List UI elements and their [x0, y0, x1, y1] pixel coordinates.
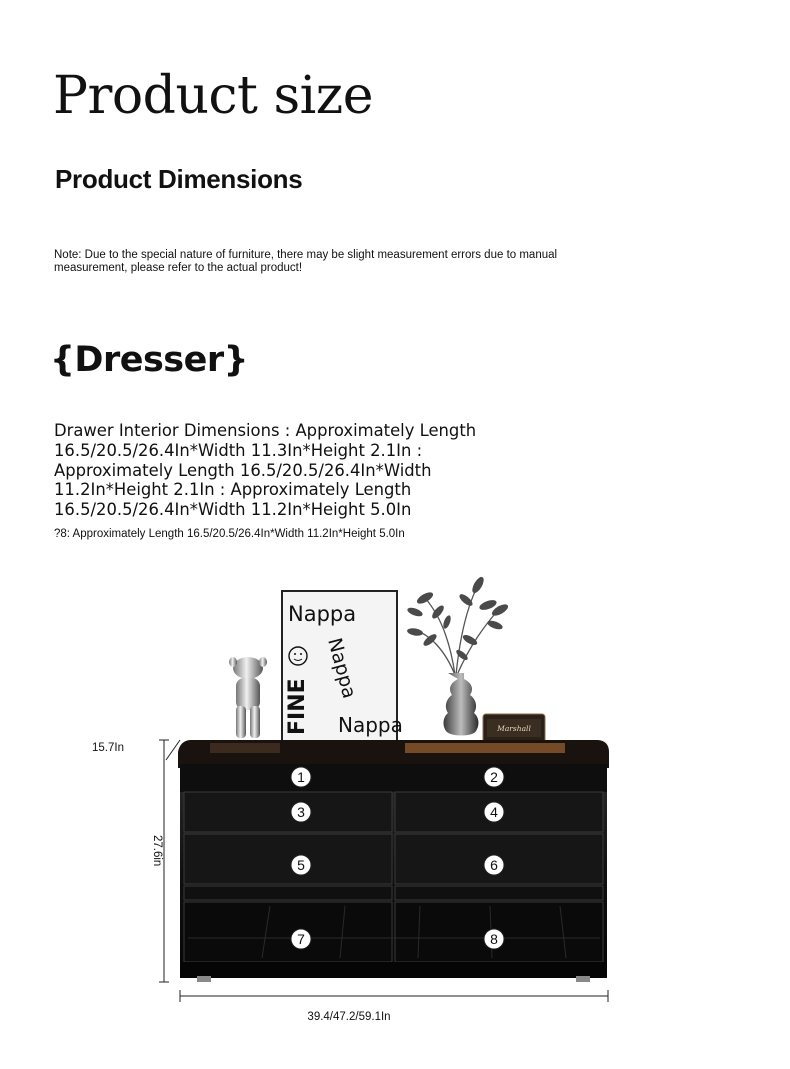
drawer-badge [484, 929, 504, 949]
drawer-8-dimensions: ?8: Approximately Length 16.5/20.5/26.4In*Width 11.2In*Height 5.0In [54, 528, 405, 540]
poster-text-mid: Nappa [323, 635, 361, 701]
drawer-badge [484, 855, 504, 875]
depth-label: 15.7In [92, 742, 124, 754]
drawer-label-3: 3 [297, 804, 305, 820]
page-title: Product size [53, 66, 373, 126]
drawer-label-1: 1 [297, 769, 305, 785]
poster-text-top: Nappa [288, 602, 357, 626]
drawer-badge [291, 802, 311, 822]
drawer-badge [484, 802, 504, 822]
vase [444, 673, 479, 736]
drawer-badge [291, 855, 311, 875]
section-title: {Dresser} [50, 340, 249, 380]
drawer-label-5: 5 [297, 857, 305, 873]
drawer-interior-dimensions: Drawer Interior Dimensions : Approximately Length 16.5/20.5/26.4In*Width 11.3In*Height 2.1In : Approximately Length 16.5/20.5/26.4In*Width 11.2In*Height 2.1In : Approximately Length 16.5/20.5/26.4In*Width 11.2In*Height 5.0In [54, 421, 477, 520]
poster-text-bottom: Nappa [338, 713, 403, 737]
drawer-label-6: 6 [490, 857, 498, 873]
drawer-badge [291, 929, 311, 949]
speaker-brand: Marshall [497, 724, 531, 733]
dresser-foot-right [576, 976, 590, 982]
dresser-illustration [0, 560, 790, 1040]
drawer-label-2: 2 [490, 769, 498, 785]
height-label: 27.6in [151, 835, 163, 867]
drawer-badge [484, 767, 504, 787]
drawer-label-7: 7 [297, 931, 305, 947]
width-label: 39.4/47.2/59.1In [307, 1011, 391, 1023]
poster-frame [282, 591, 403, 741]
poster-text-fine: FINE [285, 678, 310, 735]
drawer-label-4: 4 [490, 804, 498, 820]
chrome-figure-decor [229, 657, 267, 738]
dresser-foot-left [197, 976, 211, 982]
measurement-note: Note: Due to the special nature of furniture, there may be slight measurement errors due to manual measurement, please refer to the actual product! [54, 249, 558, 274]
plant-leaves [406, 575, 510, 662]
drawer-label-8: 8 [490, 931, 498, 947]
drawer-badge [291, 767, 311, 787]
product-dimensions-heading: Product Dimensions [55, 164, 303, 194]
speaker-decor [483, 714, 545, 743]
